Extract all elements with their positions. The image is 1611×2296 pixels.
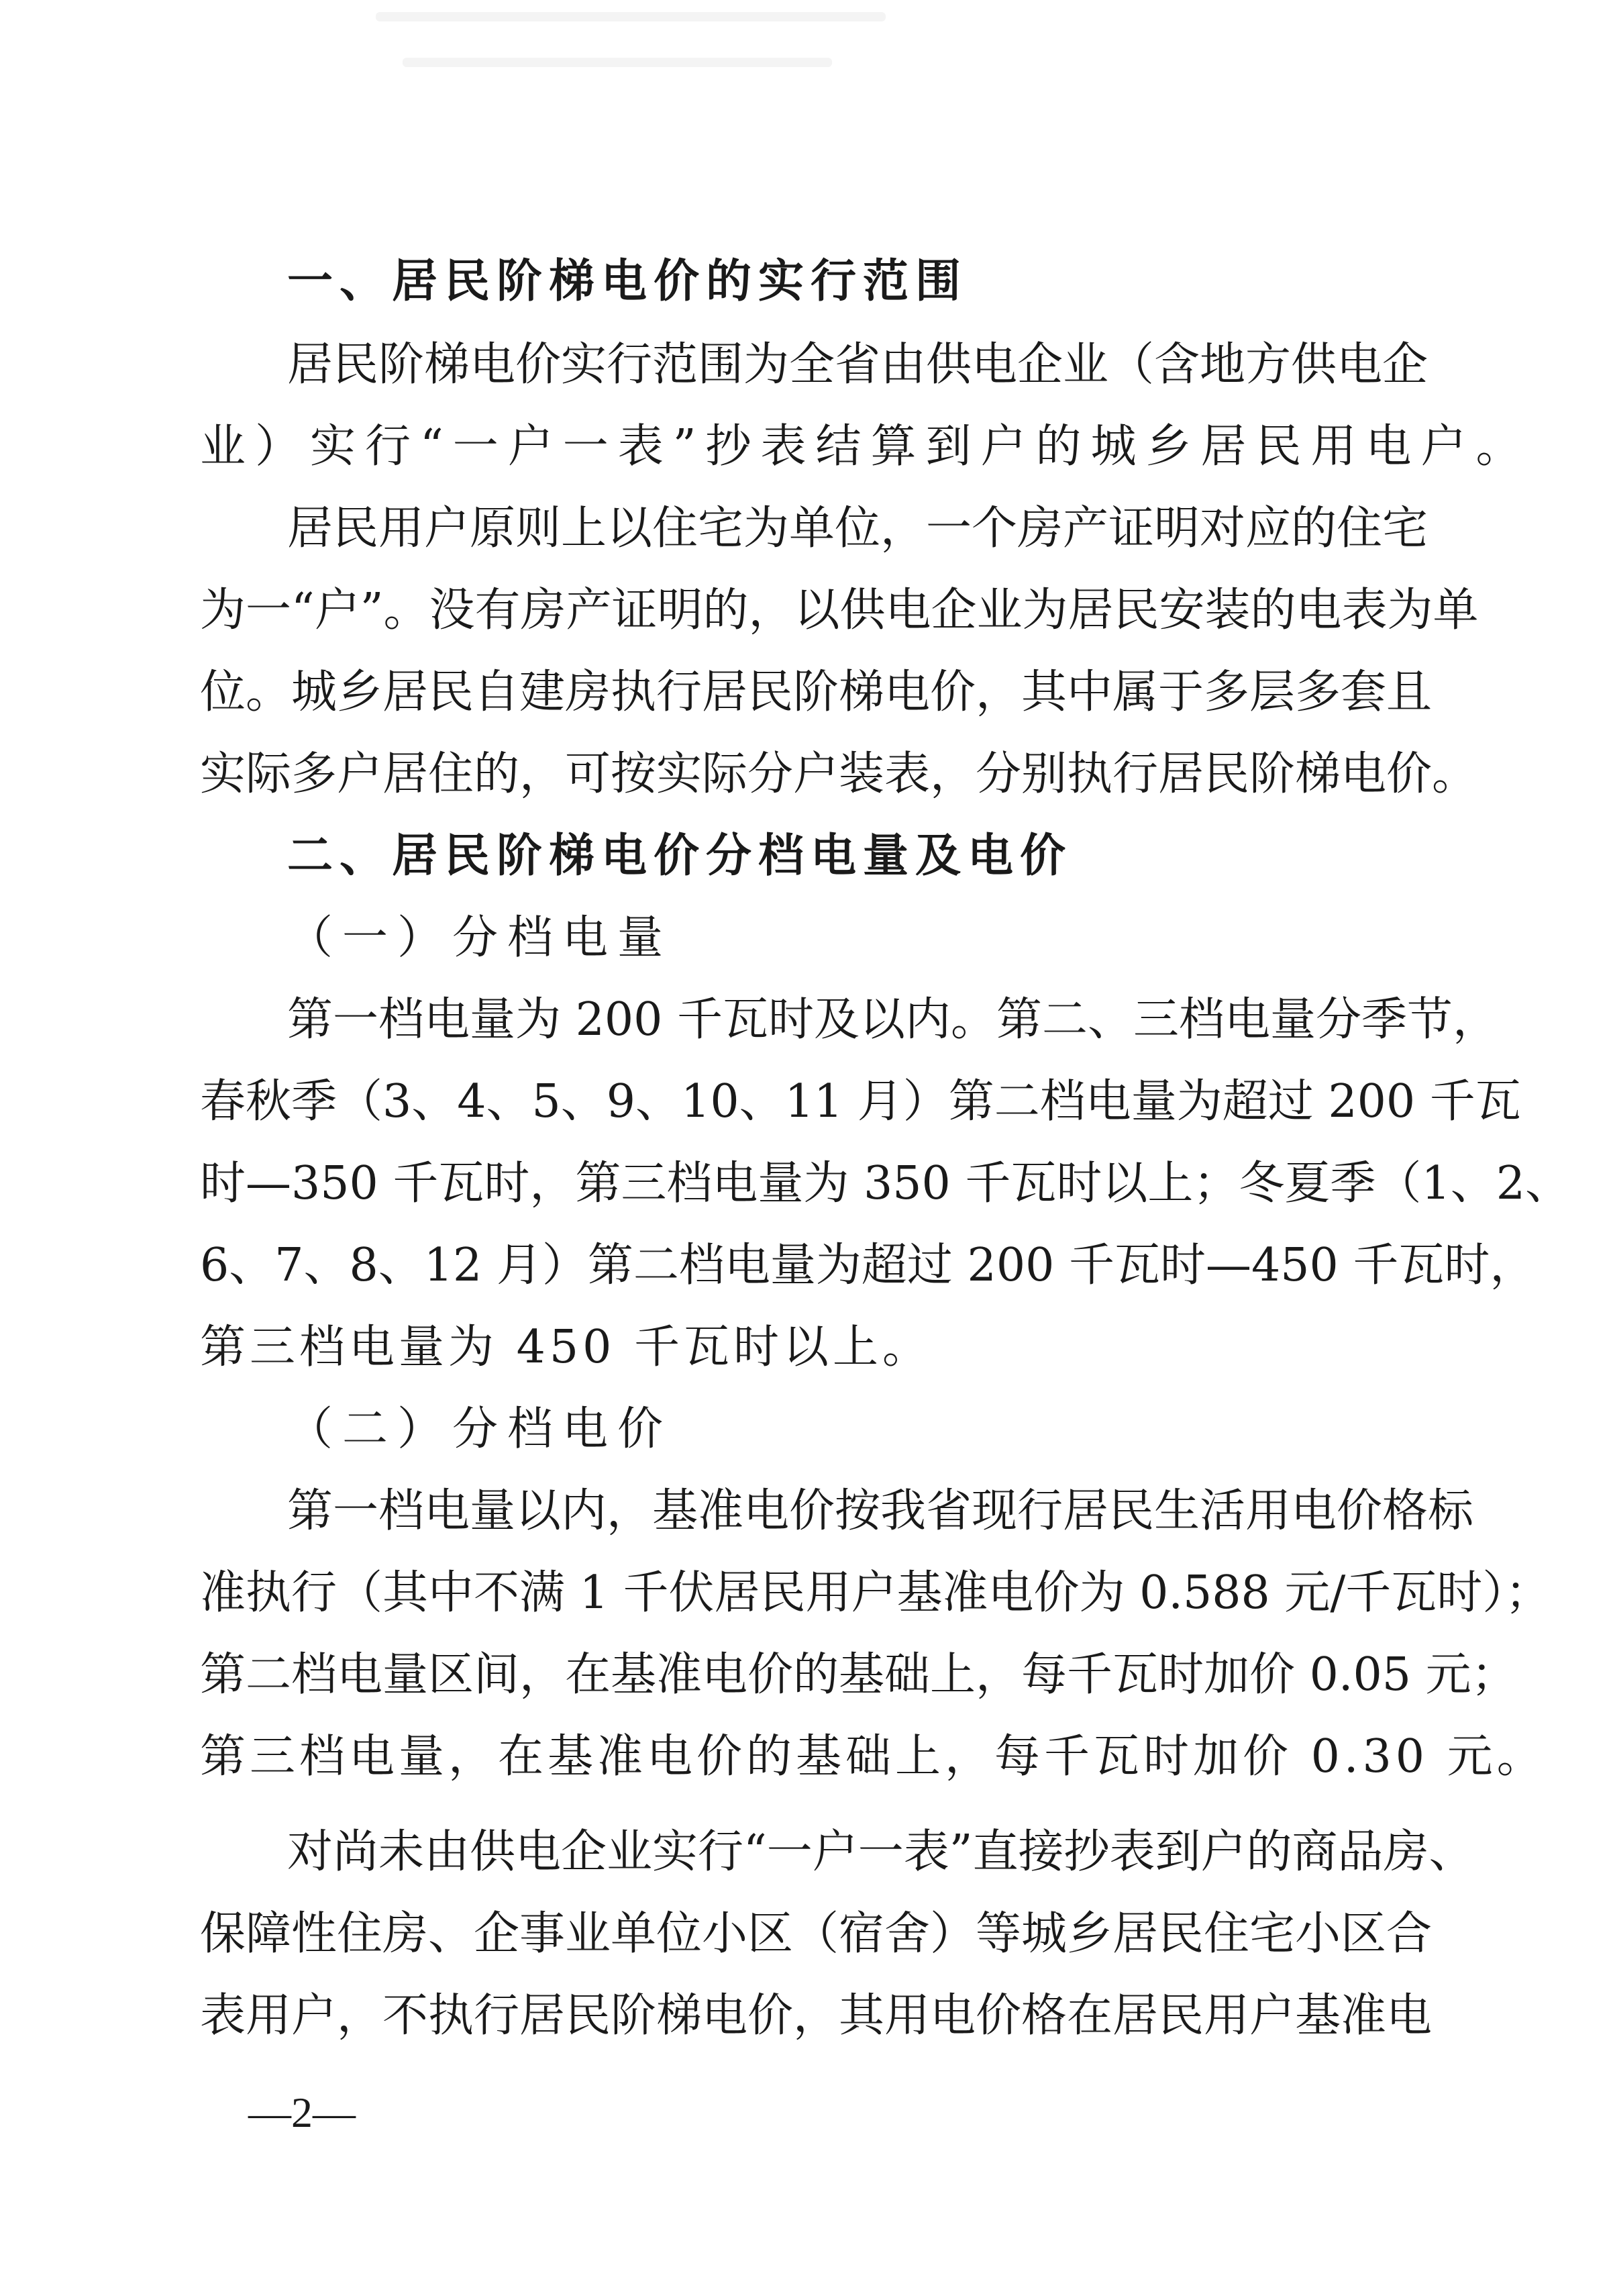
paragraph-line: 第一档电量以内，基准电价按我省现行居民生活用电价格标 [287,1485,1474,1538]
paragraph-line: 保障性住房、企事业单位小区（宿舍）等城乡居民住宅小区合 [200,1907,1433,1960]
paragraph-line: 春秋季（3、4、5、9、10、11 月）第二档电量为超过 200 千瓦 [200,1075,1521,1128]
paragraph-line: 表用户，不执行居民阶梯电价，其用电价格在居民用户基准电 [200,1989,1433,2042]
paragraph-line: 第二档电量区间，在基准电价的基础上，每千瓦时加价 0.05 元； [200,1648,1517,1701]
show-through-mark [376,12,886,21]
paragraph-line: 对尚未由供电企业实行“一户一表”直接抄表到户的商品房、 [287,1826,1475,1879]
paragraph-line: 第一档电量为 200 千瓦时及以内。第二、三档电量分季节， [287,993,1499,1046]
paragraph-line: 时—350 千瓦时，第三档电量为 350 千瓦时以上；冬夏季（1、2、 [200,1157,1571,1210]
paragraph-line: 位。城乡居民自建房执行居民阶梯电价，其中属于多层多套且 [200,666,1433,719]
paragraph-line: 居民用户原则上以住宅为单位，一个房产证明对应的住宅 [287,502,1428,555]
paragraph-line: 为一“户”。没有房产证明的，以供电企业为居民安装的电表为单 [200,584,1479,637]
paragraph-line: 实际多户居住的，可按实际分户装表，分别执行居民阶梯电价。 [200,748,1478,801]
paragraph-line: 6、7、8、12 月）第二档电量为超过 200 千瓦时—450 千瓦时， [200,1239,1536,1292]
paragraph-line: 第三档电量，在基准电价的基础上，每千瓦时加价 0.30 元。 [200,1730,1547,1783]
show-through-mark [403,58,832,67]
subsection-heading: （一）分档电量 [287,911,673,964]
paragraph-line: 居民阶梯电价实行范围为全省由供电企业（含地方供电企 [287,338,1428,391]
page-number: —2— [248,2089,356,2136]
paragraph-line: 准执行（其中不满 1 千伏居民用户基准电价为 0.588 元/千瓦时）； [200,1566,1551,1619]
paragraph-line: 第三档电量为 450 千瓦时以上。 [200,1321,933,1374]
paragraph-line: 业）实行“一户一表”抄表结算到户的城乡居民用电户。 [200,420,1531,473]
section-heading: 二、居民阶梯电价分档电量及电价 [287,830,1073,883]
subsection-heading: （二）分档电价 [287,1403,673,1456]
section-heading: 一、居民阶梯电价的实行范围 [287,255,968,308]
